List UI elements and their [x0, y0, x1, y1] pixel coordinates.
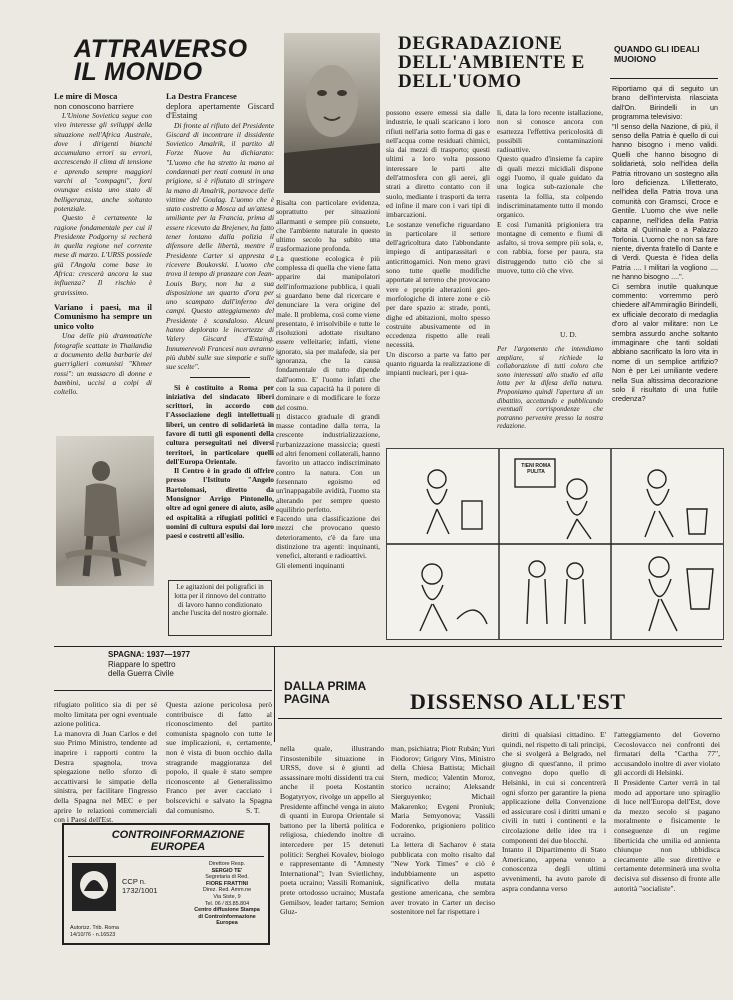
- masthead-credits: [186, 861, 268, 927]
- addr-line2: Via Siste, 9: [213, 893, 241, 900]
- photo-figure-icon: [56, 436, 154, 586]
- face-sculpture-icon: [284, 33, 380, 193]
- thailand-photo: [56, 436, 154, 586]
- dissenso-column-b: man, psichiatra; Piotr Rubán; Yuri Fiodorov; Grigory Vins, Ministro della Chiesa Battista; Michail Stern, medico; Valentin Moroz, storico ucraino; Aleksandr Sierguyenko; Michail Makarenko; Evgeni Proniuk; Maria Semyonova; Vassili Fodorenko, prigioniero politico ucraino. La lettera di Sacharov è stata pubblicata con molto risalto dal "New York Times" e ciò è indubbiamente un aspetto significativo della mutata gestione americana, che sembra aver trovato in Carter un deciso sostenitore nel far rispettare i: [391, 744, 495, 917]
- heading-francia: La Destra Francese: [166, 91, 237, 101]
- autor-line1: Autorizz. Trib. Roma: [70, 925, 119, 931]
- seg-name: FIORE FRATTINI: [205, 880, 249, 887]
- strike-note: Le agitazioni dei poligrafici in lotta per il rinnovo del contratto di lavoro hanno condizionato anche l'uscita del nostro giornale.: [168, 580, 272, 636]
- spagna-title-block: [108, 650, 268, 679]
- column-francia: [166, 91, 274, 541]
- dissenso-column-a: nella quale, illustrando l'insostenibile situazione in URSS, dove si è giunti ad assassinare molti dissidenti tra cui anche il poeta Kostantin Bogatyryov, rivolge un appello al Presidente affinché venga in aiuto di quanti in Europa Orientale si battono per la libertà politica e religiosa, chiedendo inoltre di intercedere per 15 detenuti politici: Serghei Kovalev, biologo e rappresentante di "Amnesty International"; Ivan Svietlichny, poeta ucraino; Vassili Romaniuk, prete ortodosso ucraino; Mustafa Gemilsov, leader tartaro; Semion Gluz-: [280, 744, 384, 917]
- masthead-name: [88, 829, 268, 853]
- spagna-signature: S. T.: [246, 806, 260, 815]
- spagna-subtitle-1: Riappare lo spettro: [108, 659, 176, 669]
- column-mosca: [54, 92, 152, 427]
- headline-dissenso: DISSENSO ALL'EST: [410, 689, 626, 714]
- masthead-logo-icon: [70, 861, 118, 913]
- env-column-b: possono essere emessi sia dalle industrie, le quali scaricano i loro rifiuti nell'aria sotto forma di gas e nell'acqua come residuati chimici, sia dai mezzi di trasporto; questi ultimi a loro volta possono interessare le parti alte dell'atmosfera con gli aerei, gli strati a diretto contatto con il suolo, mediante i trasporti da terra ed infine il mare con i vari tipi di imbarcazioni. Le sostanze venefiche riguardano in particolare il settore dell'agricoltura dato l'abbondante impiego di antiparassitari e anticrittogamici. Non meno gravi sono tutte quelle modifiche apportate al terreno che provocano vere e proprie alterazioni geo-morfologiche di intere zone e ciò per dare spazio a: strade, ponti, dighe ed abitazioni, molto spesso costruite abusivamente ed in eccedenza rispetto alle reali necessità. Un discorso a parte va fatto per quanto riguarda la realizzazione di impianti nucleari, per i qua-: [386, 108, 490, 378]
- headline-degradazione: DEGRADAZIONE DELL'AMBIENTE E DELL'UOMO: [398, 33, 585, 92]
- text-centro-1: Si è costituito a Roma per iniziativa del sindacato liberi scrittori, in accordo con l'Associazione degli intellettuali liberi, un centro di solidarietà in favore di tutti gli esponenti della cultura perseguitati nei diversi territori, in particolare quelli dell'Europa Orientale.: [166, 382, 274, 466]
- phone: Tel. 06 / 83.85.804: [204, 900, 250, 907]
- dist-line2: di Controinformazione: [198, 913, 256, 920]
- masthead-authorization: [70, 925, 180, 938]
- addr-line1: Direz. Red. Amm.ne: [202, 887, 252, 894]
- kicker-line2: PAGINA: [284, 692, 330, 706]
- masthead-ccp: CCP n. 1732/1001: [122, 877, 158, 895]
- text-francia: Di fronte al rifiuto del Presidente Giscard di incontrare il dissidente Sovietico Amalrik, il partito di Forze Nuove ha dichiarato: "L'uomo che ha stretto la mano ai condannati per reati comuni in una prigione, si è rifiutato di stringere la mano di Amalrik, portavoce delle vittime del Goulag. L'uomo che è stato costretto a Mosca ad un'attesa umiliante per la Francia, prima di essere ricevuto da Brejenev, ha fatto tener lontano dalla polizia il difensore delle libertà, mentre il Presidente Carter si appresta a ricevere Boukovski. L'uomo che trova il tempo di pranzare con Jean-Louis Bory, non ha a sua disposizione un quarto d'ora per uno scampato dall'inferno dei campi. Questo atteggiamento del Presidente è scandaloso. Alcuni hanno deplorato le incertezze di Valery Giscard d'Estaing. Innumerevoli Francesi non avranno più dubbi sulle sue simpatie e sulle sue scelte".: [166, 120, 274, 372]
- autor-line2: 14/10/76 - n.16523: [70, 931, 116, 938]
- spagna-column-b: Questa azione pericolosa però contribuisce di fatto al riconoscimento del partito comunista spagnolo con tutte le sue implicazioni, e, certamente, non è vista di buon occhio dalla stragrande maggioranza del popolo, il quale è stato sempre riconoscente al Generalissimo Franco per aver cacciato i bolscevichi e salvato la Spagna dal comunismo.: [166, 700, 272, 815]
- masthead-name-line2: EUROPEA: [150, 841, 206, 853]
- dist-line1: Centro diffusione Stampa: [194, 907, 260, 914]
- heading-comunismo: Variano i paesi, ma il Comunismo ha sempre un unico volto: [54, 301, 152, 331]
- cartoon-drawings-icon: [387, 449, 723, 639]
- ideali-text: Riportiamo qui di seguito un brano dell'intervista rilasciata dall'On. Birindelli in un programma televisivo: "Il senso della Nazione, di più, il senso della Patria è quello di cui hanno bisogno i meno validi. Quelli che hanno bisogno di solidarietà, solo nell'idea della Patria ritrovano un sostegno alla loro deficienza. L'illetterato, nell'idea della Patria trova una comunità con Gramsci, Croce e Gentile. L'uomo che vive nelle capanne, nell'idea della Patria abita al Quirinale o a Palazzo Torlonia. L'uomo che non sa fare niente, diventa fratello di Dante e di Verdi. Questa è l'idea della Patria .... I militari la vogliono .... ne hanno bisogno ....". Ci sembra inutile qualunque commento: vorremmo però chiedere all'Ammiraglio Birindelli, ex ufficiale decorato di medaglia d'oro al valor militare: non Le sembra assurdo anche soltanto immaginare che tanti soldati abbiano sacrificato la loro vita in nome di un semplice artifizio? Non è per Lei umiliante vedere nella Sua altissima decorazione solo il risultato di una futile credenza?: [612, 84, 718, 404]
- env-column-a: Risalta con particolare evidenza, soprattutto per situazioni allarmanti e sempre più consuete, che l'ambiente naturale in questo ultimo secolo ha subito una trasformazione profonda. La questione ecologica è più complessa di quella che viene fatta apparire dai manipolatori dell'informazione pubblica, i quali si guardano bene dal ricercare e denunciare la vera origine del male. Il problema, così come viene presentato, è irrisolvibile e tutte le risoluzioni adottate risultano essere velleitarie; infatti, viene ignorato, sia per malafede, sia per ignoranza, che la causa fondamentale di tutto dipende dall'uomo. E' l'uomo infatti che con la sua capacità ha il potere di dominare e di modificare le forze del cosmo. Il distacco graduale di grandi masse contadine dalla terra, la crescente industrializzazione, l'urbanizzazione massiccia; questi ed altri fenomeni collaterali, hanno favorito un attacco indiscriminato contro la natura. Con un forsennato egoismo ed un'inappagabile avidità, l'uomo sta alterando per sempre questo equilibrio perfetto. Facendo una classificazione dei mezzi che provocano questo deterioramento, c'è da fare una distinzione tra agenti: inquinanti, venefici, alteranti e radioattivi. Gli elementi inquinanti: [276, 198, 380, 570]
- spagna-column-a: rifugiato politico sia di per sé molto limitata per ogni eventuale azione politica. La manovra di Juan Carlos e del suo Primo Ministro, tendente ad inaprire i rapporti contro la Destra spagnola, trova spiegazione nello sforzo di accattivarsi le simpatie della sinistra, per facilitare l'ingresso della Spagna nel MEC e per aprire le relazioni commerciali con i Paesi dell'Est.: [54, 700, 157, 825]
- dissenso-kicker: [284, 680, 394, 706]
- text-thailandia: Una delle più drammatiche fotografie scattate in Thailandia a documento della barbarie dei guerriglieri comunisti "Khmer rossi": un massacro di donne e bambini, uccisi a colpi di coltello.: [54, 331, 152, 397]
- dir-name: SERGIO TE': [211, 867, 243, 874]
- text-mosca-2: Questo è certamente la ragione fondamentale per cui il Presidente Podgorny si recherà in quella regione nel corrente mese di marzo. L'URSS possiede già l'Angola come base in Africa: crescerà ancora la sua influenza? Il rischio è gravissimo.: [54, 213, 152, 297]
- seg-label: Segretaria di Red.: [205, 874, 249, 881]
- spagna-title: SPAGNA: 1937—1977: [108, 650, 191, 659]
- env-column-c: li, data la loro recente istallazione, non si conosce ancora con esattezza l'effettiva pericolosità di possibili contaminazioni radioattive. Questo quadro d'insieme fa capire di quali mezzi micidiali dispone oggi l'uomo, il quale guidato da una logica sub-razionale che rasenta la follia, sta colpendo indiscriminatamente tutto il mondo organico. E così l'umanità prigioniera tra montagne di cemento e fiumi di asfalto, si trova sempre più sola, e, con rabbia, forse per paura, sta distruggendo tutto ciò che si muove, tutto ciò che vive.: [497, 108, 603, 276]
- env-invite: Per l'argomento che intendiamo ampliare, si richiede la collaborazione di tutti coloro che sono interessati allo studio ed alla lotta per la difesa della natura. Proponiamo quindi l'apertura di un dibattito, accettando e pubblicando eventuali corrispondenze che potranno pervenire presso la nostra redazione.: [497, 345, 603, 431]
- spagna-subtitle-2: della Guerra Civile: [108, 669, 174, 678]
- dissenso-column-d: l'atteggiamento del Governo Cecoslovacco nei confronti dei firmatari della "Cartha 77", accusandolo inoltre di aver violato gli accordi di Helsinki. Il Presidente Carter verrà in tal modo ad apportare uno spiraglio di luce nell'Europa dell'Est, dove da mezzo secolo si pagano moralmente e fisicamente le conseguenze di un regime liberticida che umilia ed annienta chiunque non ubbidisca ciecamente alle sue direttive e certamente determinerà una svolta decisiva sul dissenso di fronte alle autorità "socialiste".: [614, 730, 720, 893]
- text-centro-2: Il Centro è in grado di offrire presso l'Istituto "Angelo Bartolomasi, diretto da Monsignor Arrigo Pintonello, oltre ad ogni genere di aiuto, asilo ed ospitalità a rifugiati politici e uomini di cultura espulsi dai loro paesi e costretti all'esilio.: [166, 466, 274, 541]
- cartoon-sign-text: TIENI ROMA PULITA: [521, 463, 551, 475]
- dist-line3: Europea: [216, 920, 238, 927]
- masthead-name-line1: CONTROINFORMAZIONE: [111, 829, 245, 841]
- env-signature: U. D.: [560, 330, 577, 339]
- dir-label: Direttore Resp.: [208, 861, 246, 867]
- subheading-mosca: non conoscono barriere: [54, 100, 134, 111]
- kicker-line1: DALLA PRIMA: [284, 679, 367, 693]
- heading-mosca: Le mire di Mosca: [54, 91, 118, 101]
- environment-photo: [284, 33, 380, 193]
- headline-ideali: QUANDO GLI IDEALI MUOIONO: [614, 44, 700, 64]
- dissenso-column-c: diritti di qualsiasi cittadino. E' quindi, nel rispetto di tali principi, che si svolgerà a Belgrado, nel giugno di quest'anno, il primo convegno dopo quello di Helsinki, in cui si concentrerà ogni sforzo per garantire la piena applicazione della Convenzione ed assicurare così i diritti umani e civili in tutti i continenti e la circolazione delle idee tra i componenti dei due blocchi. Intanto il Dipartimento di Stato Americano, appena venuto a conoscenza degli ultimi avvenimenti, ha avuto parole di aspra condanna verso: [502, 730, 606, 893]
- section-headline-attraverso: ATTRAVERSO IL MONDO: [74, 35, 248, 86]
- subheading-francia: deplora apertamente Giscard d'Estaing: [166, 100, 274, 120]
- masthead-box: [62, 823, 270, 945]
- cartoon-strip: [386, 448, 724, 640]
- text-mosca-1: L'Unione Sovietica segue con vivo interesse gli sviluppi della situazione nell'Africa Australe, dove i dirigenti bianchi accumulano errori su errori, accrescendo il clima di tensione e aprendo sempre maggiori varchi al "compagni", forti ovunque esista uno stato di belligeranza, anche soltanto potenziale.: [54, 111, 152, 213]
